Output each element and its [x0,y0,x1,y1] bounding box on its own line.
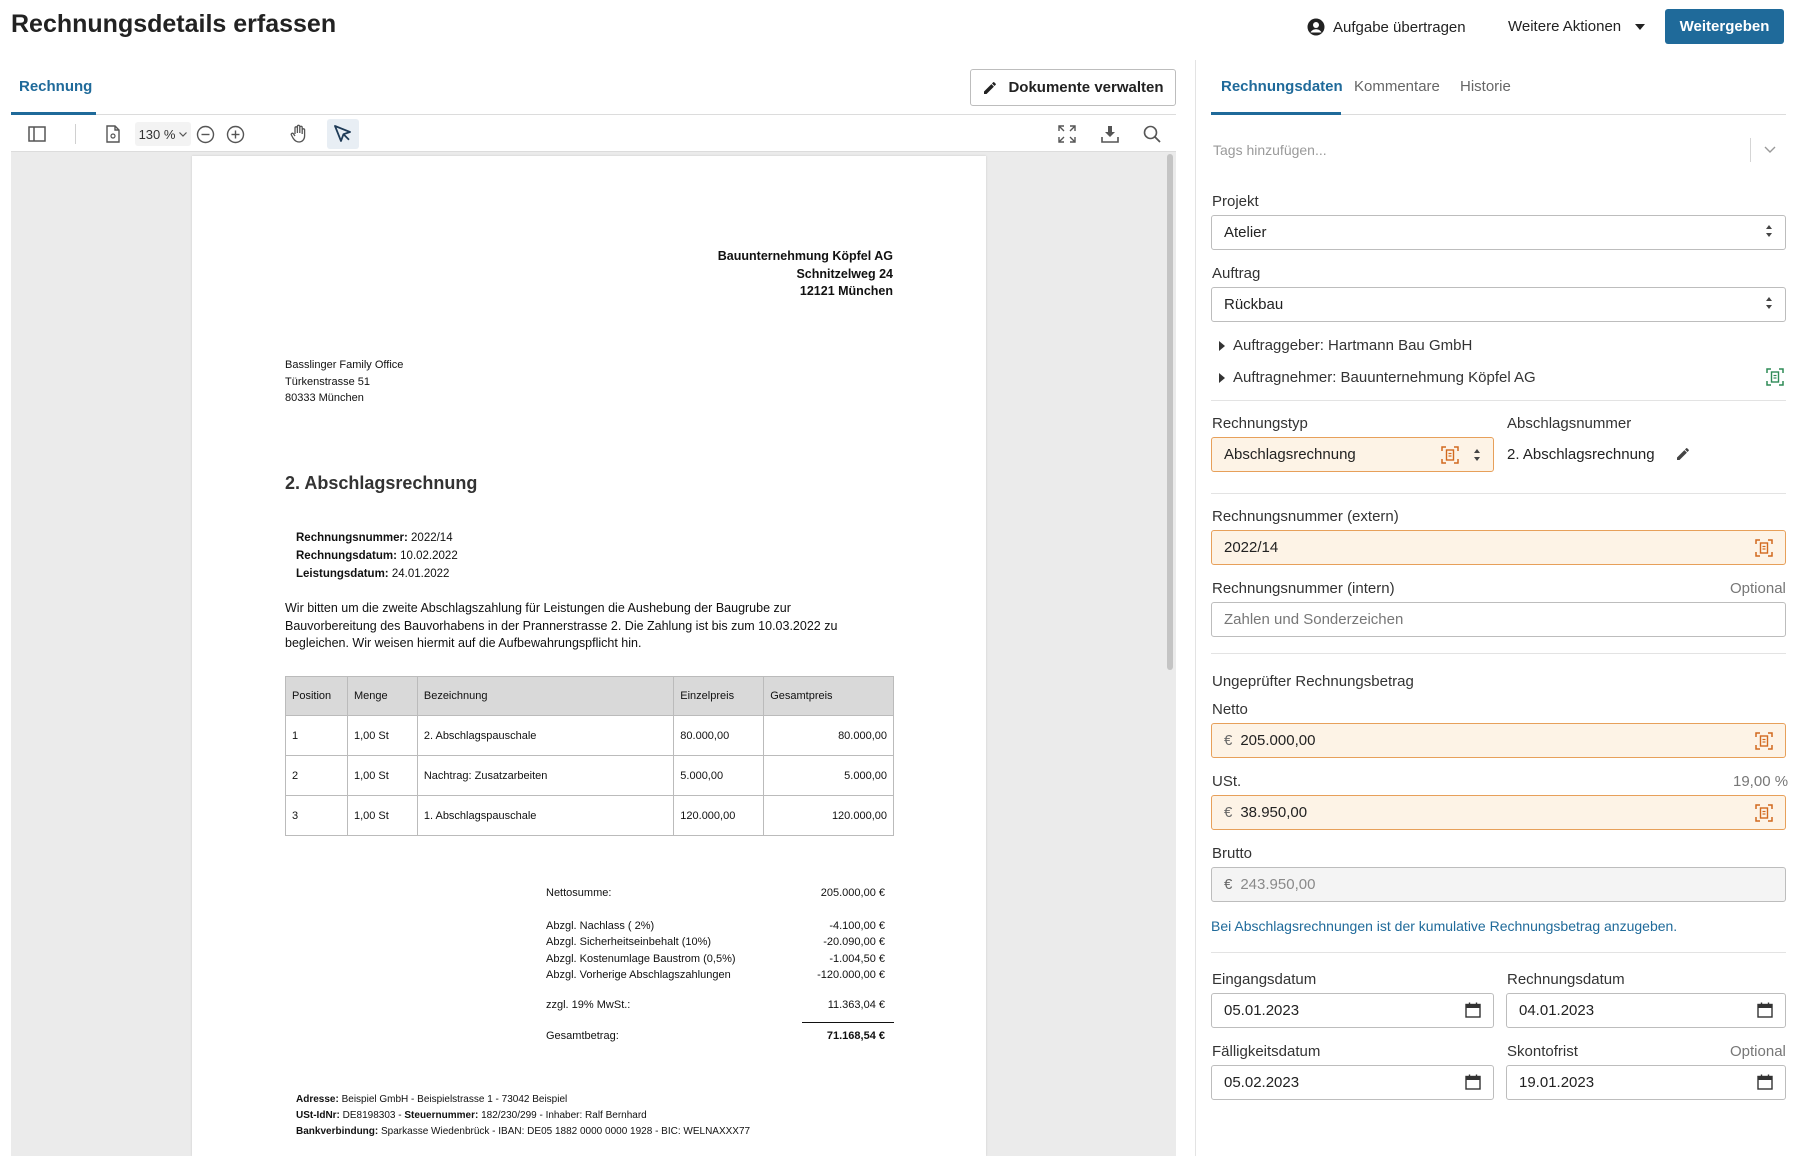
pencil-icon [982,80,998,96]
sender-address: Bauunternehmung Köpfel AG Schnitzelweg 24 12121 München [717,249,893,298]
assign-task-button[interactable] [1307,18,1466,36]
invoice-table [285,676,894,836]
intern-label: Rechnungsnummer (intern) [1212,580,1395,597]
zoom-value: 130 % [138,126,176,142]
tab-historie[interactable]: Historie [1460,78,1511,95]
forward-button[interactable]: Weitergeben [1665,9,1784,44]
document-icon[interactable] [103,124,123,144]
rechnungsdatum-label: Rechnungsdatum [1507,971,1625,988]
document-title: 2. Abschlagsrechnung [285,473,478,493]
table-row: 2 1,00 St Nachtrag: Zusatzarbeiten 5.000,00 5.000,00 [286,756,894,796]
document-footer: Adresse: Beispiel GmbH - Beispielstrasse 1 - 73042 Beispiel USt-IdNr: DE8198303 - Steuernummer: 182/230/299 - Inhaber: Ralf Bernhard Bankverbindung: Sparkasse Wiedenbrück - IBAN: DE05 1882 0000 0000 1928 - BIC: WELNAXXX77 [296,1094,751,1137]
updown-icon [1473,448,1481,462]
tab-rechnung[interactable]: Rechnung [19,78,93,95]
ust-value: 38.950,00 [1240,804,1308,821]
table-row: 1 1,00 St 2. Abschlagspauschale 80.000,00 80.000,00 [286,716,894,756]
auftragnehmer-text: Auftragnehmer: Bauunternehmung Köpfel AG [1233,369,1536,386]
intern-input[interactable] [1211,602,1786,637]
invoice-meta: Rechnungsnummer: 2022/14 Rechnungsdatum: 10.02.2022 Leistungsdatum: 24.01.2022 [296,532,458,580]
retention-label: Abzgl. Sicherheitseinbehalt (10%) [546,936,712,948]
section-divider [1211,653,1786,654]
sidebar-toggle-icon[interactable] [27,124,47,144]
section-divider [1211,400,1786,401]
extern-label: Rechnungsnummer (extern) [1212,508,1399,525]
betrag-label: Ungeprüfter Rechnungsbetrag [1212,673,1414,690]
auftrag-value: Rückbau [1224,296,1284,313]
search-icon[interactable] [1142,124,1162,144]
col-header: Menge [347,677,417,716]
netto-sum-value: 205.000,00 € [820,887,885,899]
select-arrow-icon[interactable] [333,124,353,144]
calendar-icon[interactable] [1757,1002,1773,1018]
tab-rechnungsdaten[interactable]: Rechnungsdaten [1221,78,1343,95]
caret-right-icon [1219,373,1225,383]
caret-down-icon [1635,24,1645,30]
col-header: Bezeichnung [417,677,673,716]
rechnungstyp-value: Abschlagsrechnung [1224,446,1356,463]
ust-label: USt. [1212,773,1242,790]
eingang-input[interactable] [1211,993,1494,1028]
netto-label: Netto [1212,701,1248,718]
manage-documents-button[interactable] [970,69,1176,106]
col-header: Gesamtpreis [764,677,894,716]
skontofrist-input[interactable] [1506,1065,1786,1100]
edit-pencil-icon[interactable] [1675,446,1691,462]
eingang-label: Eingangsdatum [1212,971,1317,988]
vat-value: 11.363,04 € [827,999,885,1011]
more-actions-button[interactable] [1508,18,1645,35]
intern-optional: Optional [1730,580,1786,597]
auftragnehmer-toggle[interactable] [1219,369,1536,386]
projekt-value: Atelier [1224,224,1267,241]
previous-payments-value: -120.000,00 € [817,969,885,981]
auftrag-label: Auftrag [1212,265,1261,282]
skontofrist-optional: Optional [1730,1043,1786,1060]
tags-separator [1750,138,1751,162]
retention-value: -20.090,00 € [823,936,885,948]
ust-input[interactable] [1211,795,1786,830]
auftrag-select[interactable] [1211,287,1786,322]
auftraggeber-toggle[interactable] [1219,337,1472,354]
previous-payments-label: Abzgl. Vorherige Abschlagszahlungen [546,969,731,981]
netto-sum-label: Nettosumme: [546,887,612,899]
faelligkeit-label: Fälligkeitsdatum [1212,1043,1321,1060]
skontofrist-label: Skontofrist [1507,1043,1578,1060]
document-source-icon[interactable] [1766,368,1784,386]
zoom-select[interactable] [135,122,191,146]
col-header: Einzelpreis [674,677,764,716]
right-tab-active-indicator [1211,112,1341,115]
caret-right-icon [1219,341,1225,351]
brutto-label: Brutto [1212,845,1253,862]
cumulative-note: Bei Abschlagsrechnungen ist der kumulative Rechnungsbetrag anzugeben. [1211,918,1678,934]
intro-text: Wir bitten um die zweite Abschlagszahlung für Leistungen die Aushebung der Baugrube zur Bauvorbereitung des Bauvorhabens in der Prannerstrasse 2. Die Zahlung ist bis zum 10.03.2022 zu begleichen. Wir weisen hiermit auf die Aufbewahrungspflicht hin. [285,601,838,650]
extern-input[interactable] [1211,530,1786,565]
calendar-icon[interactable] [1465,1074,1481,1090]
rechnungstyp-label: Rechnungstyp [1212,415,1308,432]
projekt-label: Projekt [1212,193,1259,210]
viewer-scrollbar[interactable] [1167,154,1173,670]
netto-input[interactable] [1211,723,1786,758]
sum-underline [802,1022,894,1023]
netto-value: 205.000,00 [1240,732,1316,749]
table-row: 3 1,00 St 1. Abschlagspauschale 120.000,00 120.000,00 [286,796,894,836]
tags-input[interactable]: Tags hinzufügen... [1213,142,1327,158]
rechnungsdatum-value: 04.01.2023 [1519,1002,1595,1019]
updown-icon [1765,224,1773,238]
download-icon[interactable] [1100,124,1120,144]
eingang-value: 05.01.2023 [1224,1002,1300,1019]
panel-separator [1195,60,1196,1156]
recipient-address: Basslinger Family Office Türkenstrasse 51 80333 München [285,359,404,404]
auftraggeber-text: Auftraggeber: Hartmann Bau GmbH [1233,337,1473,354]
vat-label: zzgl. 19% MwSt.: [546,999,631,1011]
total-label: Gesamtbetrag: [546,1030,619,1042]
currency-symbol: € [1224,876,1233,893]
calendar-icon[interactable] [1465,1002,1481,1018]
section-divider [1211,493,1786,494]
manage-documents-label: Dokumente verwalten [1008,79,1164,96]
zoom-in-icon[interactable] [225,124,245,144]
extracted-field-icon [1755,539,1773,557]
brutto-input [1211,867,1786,902]
abschlagsnummer-value: 2. Abschlagsrechnung [1507,446,1655,463]
extracted-field-icon [1755,804,1773,822]
brutto-value: 243.950,00 [1240,876,1316,893]
user-circle-icon [1307,18,1325,36]
table-header-row [286,677,894,716]
hand-tool-icon[interactable] [289,124,309,144]
rechnungstyp-select[interactable] [1211,437,1494,472]
power-cost-label: Abzgl. Kostenumlage Baustrom (0,5%) [546,953,736,965]
tab-kommentare[interactable]: Kommentare [1354,78,1440,95]
extracted-field-icon [1755,732,1773,750]
calendar-icon[interactable] [1757,1074,1773,1090]
assign-task-label: Aufgabe übertragen [1333,18,1466,36]
page-title: Rechnungsdetails erfassen [11,10,337,38]
tab-divider [11,114,1176,115]
skontofrist-value: 19.01.2023 [1519,1074,1595,1091]
intern-placeholder: Zahlen und Sonderzeichen [1224,611,1404,628]
zoom-out-icon[interactable] [195,124,215,144]
extracted-field-icon [1441,446,1459,464]
discount-value: -4.100,00 € [829,920,885,932]
more-actions-label: Weitere Aktionen [1508,18,1622,35]
projekt-select[interactable] [1211,215,1786,250]
faelligkeit-value: 05.02.2023 [1224,1074,1300,1091]
power-cost-value: -1.004,50 € [829,953,885,965]
pdf-toolbar [11,116,1176,152]
abschlagsnummer-label: Abschlagsnummer [1507,415,1632,432]
ust-rate: 19,00 % [1733,773,1789,790]
section-divider [1211,952,1786,953]
currency-symbol: € [1224,732,1233,749]
chevron-down-icon [179,132,187,137]
discount-label: Abzgl. Nachlass ( 2%) [546,920,655,932]
total-value: 71.168,54 € [826,1030,885,1042]
pdf-page [192,156,986,1156]
rechnungsdatum-input[interactable] [1506,993,1786,1028]
toolbar-separator [75,124,76,144]
tab-active-indicator [11,112,96,115]
faelligkeit-input[interactable] [1211,1065,1494,1100]
fullscreen-icon[interactable] [1057,124,1077,144]
currency-symbol: € [1224,804,1233,821]
tags-chevron-down-icon[interactable] [1764,146,1776,153]
updown-icon [1765,296,1773,310]
extern-value: 2022/14 [1224,539,1279,556]
col-header: Position [286,677,348,716]
